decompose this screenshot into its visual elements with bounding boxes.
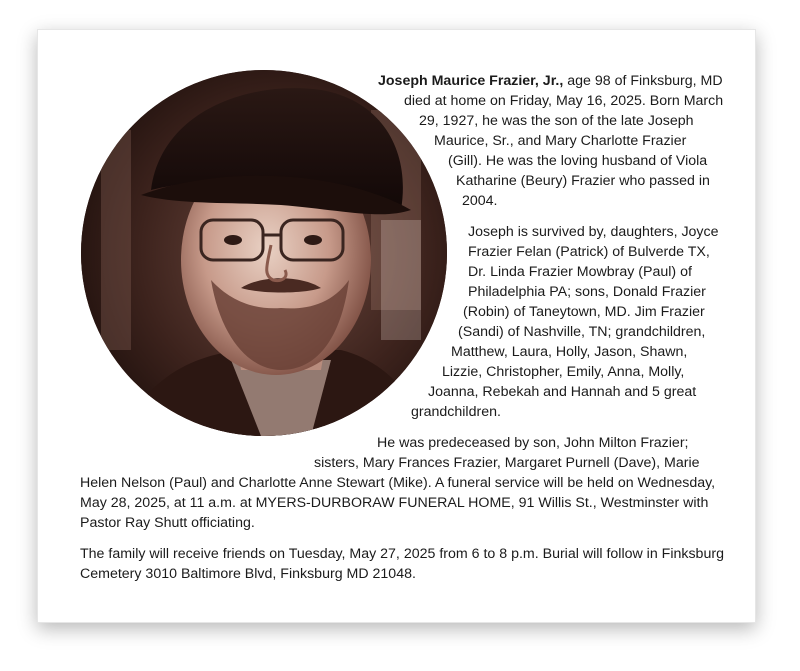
- portrait-photo: [81, 70, 447, 436]
- obituary-text: age 98 of Finksburg, MD: [563, 73, 723, 89]
- portrait-image: [81, 70, 447, 436]
- obituary-line: May 28, 2025, at 11 a.m. at MYERS-DURBORAW FUNERAL HOME, 91 Willis St., Westminster with: [80, 495, 709, 511]
- obituary-line: Lizzie, Christopher, Emily, Anna, Molly,: [442, 364, 685, 380]
- obituary-line: Frazier Felan (Patrick) of Bulverde TX,: [468, 244, 710, 260]
- obituary-line: (Gill). He was the loving husband of Viola: [448, 153, 708, 169]
- obituary-line: The family will receive friends on Tuesday, May 27, 2025 from 6 to 8 p.m. Burial will follow in Finksburg: [80, 546, 724, 562]
- obituary-line: (Sandi) of Nashville, TN; grandchildren,: [458, 324, 706, 340]
- obituary-line: Maurice, Sr., and Mary Charlotte Frazier: [434, 133, 687, 149]
- obituary-line: died at home on Friday, May 16, 2025. Born March: [404, 93, 724, 109]
- obituary-line: sisters, Mary Frances Frazier, Margaret Purnell (Dave), Marie: [314, 455, 700, 471]
- obituary-line: He was predeceased by son, John Milton Frazier;: [377, 435, 689, 451]
- obituary-line: (Robin) of Taneytown, MD. Jim Frazier: [463, 304, 705, 320]
- obituary-card: [37, 29, 756, 623]
- deceased-name: Joseph Maurice Frazier, Jr.,: [378, 73, 564, 89]
- obituary-line: Joanna, Rebekah and Hannah and 5 great: [428, 384, 697, 400]
- obituary-line: Joseph is survived by, daughters, Joyce: [468, 224, 719, 240]
- obituary-line: 29, 1927, he was the son of the late Joseph: [419, 113, 694, 129]
- obituary-line: Philadelphia PA; sons, Donald Frazier: [468, 284, 706, 300]
- obituary-line: 2004.: [462, 193, 498, 209]
- obituary-line: Katharine (Beury) Frazier who passed in: [456, 173, 710, 189]
- obituary-line: grandchildren.: [411, 404, 501, 420]
- obituary-line: Helen Nelson (Paul) and Charlotte Anne Stewart (Mike). A funeral service will be held on Wednesday,: [80, 475, 716, 491]
- obituary-line: Pastor Ray Shutt officiating.: [80, 515, 255, 531]
- obituary-line: Cemetery 3010 Baltimore Blvd, Finksburg MD 21048.: [80, 566, 416, 582]
- obituary-line: Dr. Linda Frazier Mowbray (Paul) of: [468, 264, 692, 280]
- obituary-line: [378, 72, 723, 91]
- obituary-line: Matthew, Laura, Holly, Jason, Shawn,: [451, 344, 688, 360]
